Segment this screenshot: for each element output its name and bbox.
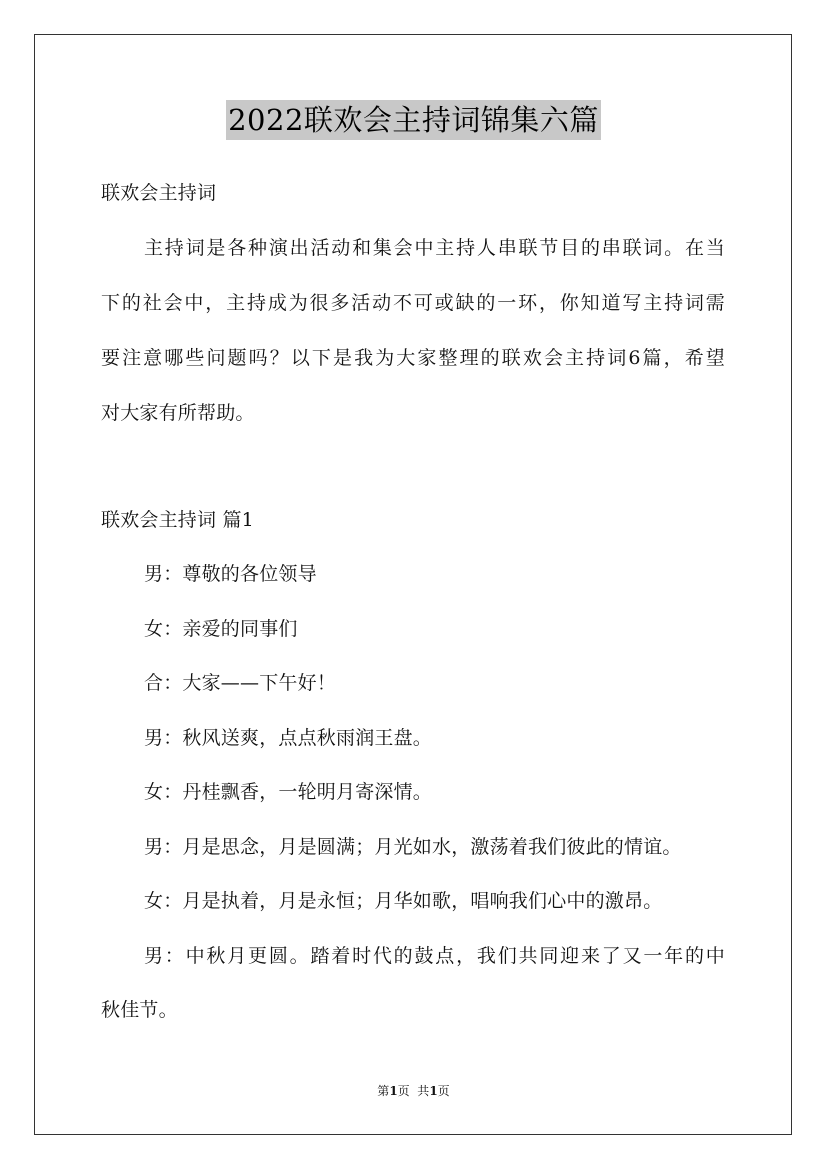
- dialogue-line: 合：大家——下午好！: [144, 672, 337, 694]
- section-heading: 联欢会主持词: [101, 182, 217, 204]
- dialogue-line: 女：丹桂飘香，一轮明月寄深情。: [144, 781, 433, 803]
- dialogue-line: 女：亲爱的同事们: [144, 618, 298, 640]
- dialogue-line: 男：尊敬的各位领导: [144, 563, 317, 585]
- dialogue-line: 男：中秋月更圆。踏着时代的鼓点，我们共同迎来了又一年的中: [144, 945, 725, 967]
- document-title: 2022联欢会主持词锦集六篇: [226, 100, 601, 140]
- footer-prefix: 第: [377, 1084, 390, 1098]
- dialogue-line: 男：月是思念，月是圆满；月光如水，激荡着我们彼此的情谊。: [144, 836, 682, 858]
- section-heading: 联欢会主持词 篇1: [101, 509, 254, 531]
- dialogue-line: 男：秋风送爽，点点秋雨润王盘。: [144, 727, 433, 749]
- intro-line: 主持词是各种演出活动和集会中主持人串联节目的串联词。在当: [144, 237, 725, 259]
- footer-mid: 页 共: [397, 1084, 430, 1098]
- dialogue-line: 秋佳节。: [101, 999, 178, 1021]
- footer-total-pages: 1: [429, 1084, 438, 1098]
- title-wrapper: [0, 100, 827, 140]
- intro-line: 下的社会中，主持成为很多活动不可或缺的一环，你知道写主持词需: [101, 292, 725, 314]
- intro-line: 对大家有所帮助。: [101, 402, 255, 424]
- footer-suffix: 页: [437, 1084, 450, 1098]
- intro-line: 要注意哪些问题吗？以下是我为大家整理的联欢会主持词6篇，希望: [101, 347, 725, 369]
- footer-current-page: 1: [389, 1084, 398, 1098]
- page-footer: [0, 1083, 827, 1099]
- dialogue-line: 女：月是执着，月是永恒；月华如歌，唱响我们心中的激昂。: [144, 890, 663, 912]
